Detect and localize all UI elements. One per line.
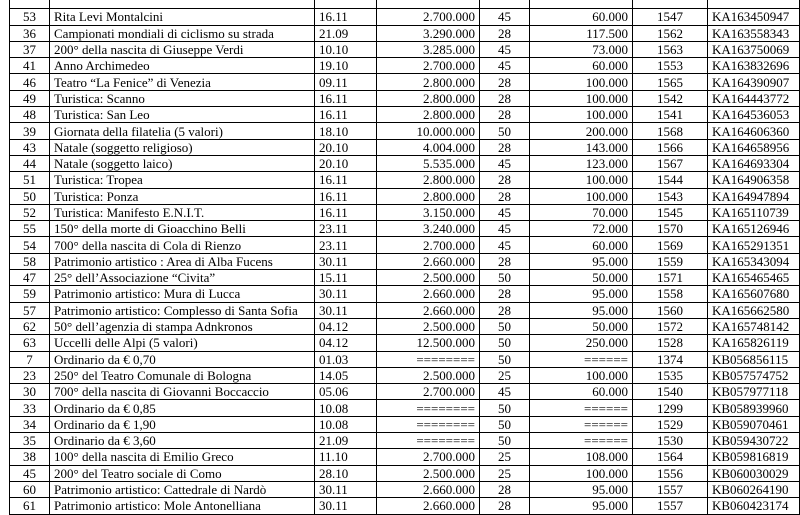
table-row xyxy=(10,172,800,188)
cell-number: 45 xyxy=(10,465,50,481)
cell-title: 700° della nascita di Giovanni Boccaccio xyxy=(50,384,315,400)
cell-price: 95.000 xyxy=(530,253,633,269)
cell-serial: KA165662580 xyxy=(708,302,800,318)
cell-serial: KA165110739 xyxy=(708,204,800,220)
cell-number: 44 xyxy=(10,155,50,171)
cell-code: 1564 xyxy=(633,449,708,465)
cell-value: 45 xyxy=(480,155,530,171)
cell-code: 1560 xyxy=(633,302,708,318)
cell-title: Giornata della filatelia (5 valori) xyxy=(50,123,315,139)
cell-title: Patrimonio artistico: Mole Antonelliana xyxy=(50,498,315,514)
cell-number: 51 xyxy=(10,172,50,188)
cell-title: Campionati mondiali di ciclismo su strada xyxy=(50,25,315,41)
table-row xyxy=(10,58,800,74)
cell-serial: KB060030029 xyxy=(708,465,800,481)
cell-price: 200.000 xyxy=(530,123,633,139)
cell-code: 1566 xyxy=(633,139,708,155)
cell-date: 30.11 xyxy=(315,286,377,302)
cell-print-run: 3.150.000 xyxy=(377,204,480,220)
cell-date: 28.10 xyxy=(315,465,377,481)
cell-serial: KB059070461 xyxy=(708,416,800,432)
cell-serial xyxy=(708,0,800,9)
cell-date: 19.10 xyxy=(315,58,377,74)
cell-date: 20.10 xyxy=(315,139,377,155)
cell-number: 33 xyxy=(10,400,50,416)
cell-serial: KB058939960 xyxy=(708,400,800,416)
cell-number: 35 xyxy=(10,433,50,449)
cell-value: 50 xyxy=(480,351,530,367)
cell-price: 95.000 xyxy=(530,302,633,318)
cell-number: 43 xyxy=(10,139,50,155)
table-row xyxy=(10,90,800,106)
cell-title: 250° del Teatro Comunale di Bologna xyxy=(50,367,315,383)
cell-title: Turistica: Tropea xyxy=(50,172,315,188)
cell-price: 60.000 xyxy=(530,58,633,74)
cell-title: 150° della morte di Gioacchino Belli xyxy=(50,221,315,237)
cell-serial: KB060264190 xyxy=(708,481,800,497)
cell-serial: KA164536053 xyxy=(708,107,800,123)
cell-title: 50° dell’agenzia di stampa Adnkronos xyxy=(50,318,315,334)
cell-value: 45 xyxy=(480,204,530,220)
cell-date: 21.09 xyxy=(315,25,377,41)
cell-code: 1567 xyxy=(633,155,708,171)
cell-number: 52 xyxy=(10,204,50,220)
cell-value: 50 xyxy=(480,400,530,416)
cell-print-run: 2.700.000 xyxy=(377,237,480,253)
cell-title: Patrimonio artistico: Mura di Lucca xyxy=(50,286,315,302)
cell-date: 16.11 xyxy=(315,107,377,123)
cell-serial: KA163558343 xyxy=(708,25,800,41)
cell-serial: KA164443772 xyxy=(708,90,800,106)
cell-title: Patrimonio artistico : Area di Alba Fucens xyxy=(50,253,315,269)
cell-title: 200° della nascita di Giuseppe Verdi xyxy=(50,41,315,57)
table-row xyxy=(10,9,800,25)
table-body xyxy=(10,0,800,514)
cell-date: 04.12 xyxy=(315,318,377,334)
cell-number: 50 xyxy=(10,188,50,204)
cell-title: Patrimonio artistico: Complesso di Santa Sofia xyxy=(50,302,315,318)
cell-code: 1563 xyxy=(633,41,708,57)
cell-print-run: ======== xyxy=(377,351,480,367)
table-row xyxy=(10,384,800,400)
table-row xyxy=(10,188,800,204)
cell-print-run: 2.700.000 xyxy=(377,449,480,465)
cell-value: 50 xyxy=(480,416,530,432)
cell-print-run: 2.500.000 xyxy=(377,318,480,334)
cell-value: 28 xyxy=(480,498,530,514)
table-row xyxy=(10,139,800,155)
cell-title: Turistica: Manifesto E.N.I.T. xyxy=(50,204,315,220)
cell-serial: KA165343094 xyxy=(708,253,800,269)
cell-date: 21.09 xyxy=(315,433,377,449)
cell-serial: KA163832696 xyxy=(708,58,800,74)
cell-serial: KB057977118 xyxy=(708,384,800,400)
cell-print-run: 2.660.000 xyxy=(377,286,480,302)
cell-print-run: 2.700.000 xyxy=(377,384,480,400)
cell-value: 28 xyxy=(480,253,530,269)
cell-value: 50 xyxy=(480,433,530,449)
cell-price: 60.000 xyxy=(530,9,633,25)
cell-date: 04.12 xyxy=(315,335,377,351)
cell-value: 50 xyxy=(480,270,530,286)
cell-number: 48 xyxy=(10,107,50,123)
cell-print-run: 2.660.000 xyxy=(377,302,480,318)
cell-value: 25 xyxy=(480,465,530,481)
cell-print-run: 3.240.000 xyxy=(377,221,480,237)
cell-price: 100.000 xyxy=(530,367,633,383)
table-row xyxy=(10,433,800,449)
cell-print-run: 2.800.000 xyxy=(377,74,480,90)
cell-print-run: 5.535.000 xyxy=(377,155,480,171)
cell-serial: KA165607680 xyxy=(708,286,800,302)
cell-print-run: 2.700.000 xyxy=(377,58,480,74)
table-row xyxy=(10,270,800,286)
cell-value: 50 xyxy=(480,123,530,139)
cell-price: 100.000 xyxy=(530,90,633,106)
cell-value: 50 xyxy=(480,318,530,334)
table-row xyxy=(10,400,800,416)
cell-date: 16.11 xyxy=(315,172,377,188)
cell-number: 55 xyxy=(10,221,50,237)
cell-price: 123.000 xyxy=(530,155,633,171)
cell-price: 250.000 xyxy=(530,335,633,351)
cell-price xyxy=(530,0,633,9)
cell-print-run: 2.800.000 xyxy=(377,90,480,106)
cell-price: 100.000 xyxy=(530,188,633,204)
cell-title: Rita Levi Montalcini xyxy=(50,9,315,25)
cell-serial: KA163750069 xyxy=(708,41,800,57)
cell-value: 28 xyxy=(480,25,530,41)
cell-price: ====== xyxy=(530,433,633,449)
cell-code: 1559 xyxy=(633,253,708,269)
cell-title xyxy=(50,0,315,9)
cell-print-run: ======== xyxy=(377,400,480,416)
cell-print-run: 3.290.000 xyxy=(377,25,480,41)
cell-title: Turistica: San Leo xyxy=(50,107,315,123)
cell-title: 200° del Teatro sociale di Como xyxy=(50,465,315,481)
cell-title: Anno Archimedeo xyxy=(50,58,315,74)
cell-number: 39 xyxy=(10,123,50,139)
table-row xyxy=(10,335,800,351)
cell-title: Teatro “La Fenice” di Venezia xyxy=(50,74,315,90)
cell-number: 23 xyxy=(10,367,50,383)
table-row xyxy=(10,351,800,367)
cell-price: 50.000 xyxy=(530,318,633,334)
cell-title: Uccelli delle Alpi (5 valori) xyxy=(50,335,315,351)
cell-code: 1558 xyxy=(633,286,708,302)
cell-number: 61 xyxy=(10,498,50,514)
cell-value: 50 xyxy=(480,335,530,351)
cell-price: 108.000 xyxy=(530,449,633,465)
cell-print-run: 2.700.000 xyxy=(377,9,480,25)
cell-date: 20.10 xyxy=(315,155,377,171)
cell-date: 11.10 xyxy=(315,449,377,465)
table-row xyxy=(10,204,800,220)
cell-serial: KA164693304 xyxy=(708,155,800,171)
cell-price: 72.000 xyxy=(530,221,633,237)
cell-code: 1553 xyxy=(633,58,708,74)
cell-price: 95.000 xyxy=(530,498,633,514)
table-row xyxy=(10,237,800,253)
cell-value: 45 xyxy=(480,237,530,253)
cell-print-run: 2.800.000 xyxy=(377,188,480,204)
cell-value: 28 xyxy=(480,481,530,497)
cell-serial: KB059430722 xyxy=(708,433,800,449)
table-row xyxy=(10,25,800,41)
cell-value: 25 xyxy=(480,367,530,383)
table-row xyxy=(10,286,800,302)
cell-print-run: 2.800.000 xyxy=(377,107,480,123)
cell-value: 45 xyxy=(480,384,530,400)
cell-serial: KB057574752 xyxy=(708,367,800,383)
table-row xyxy=(10,465,800,481)
cell-title: Patrimonio artistico: Cattedrale di Nardò xyxy=(50,481,315,497)
cell-price: 70.000 xyxy=(530,204,633,220)
cell-serial: KA164947894 xyxy=(708,188,800,204)
cell-price: 95.000 xyxy=(530,481,633,497)
cell-date: 30.11 xyxy=(315,302,377,318)
table-row xyxy=(10,416,800,432)
cell-serial: KA164390907 xyxy=(708,74,800,90)
table-row xyxy=(10,302,800,318)
cell-date: 09.11 xyxy=(315,74,377,90)
cell-value: 28 xyxy=(480,286,530,302)
cell-date: 15.11 xyxy=(315,270,377,286)
cell-print-run: 4.004.000 xyxy=(377,139,480,155)
cell-value: 28 xyxy=(480,139,530,155)
cell-print-run: 2.500.000 xyxy=(377,367,480,383)
cell-title: Natale (soggetto laico) xyxy=(50,155,315,171)
cell-serial: KA165126946 xyxy=(708,221,800,237)
cell-code: 1562 xyxy=(633,25,708,41)
table-row xyxy=(10,41,800,57)
cell-serial: KA165748142 xyxy=(708,318,800,334)
table-row xyxy=(10,498,800,514)
cell-title: 700° della nascita di Cola di Rienzo xyxy=(50,237,315,253)
table-row xyxy=(10,155,800,171)
cell-date: 18.10 xyxy=(315,123,377,139)
cell-date: 23.11 xyxy=(315,221,377,237)
cell-value: 45 xyxy=(480,41,530,57)
table-row xyxy=(10,367,800,383)
cell-date xyxy=(315,0,377,9)
cell-price: 50.000 xyxy=(530,270,633,286)
cell-code: 1540 xyxy=(633,384,708,400)
cell-print-run: 2.800.000 xyxy=(377,172,480,188)
cell-date: 16.11 xyxy=(315,9,377,25)
table-row xyxy=(10,123,800,139)
cell-title: Ordinario da € 1,90 xyxy=(50,416,315,432)
cell-date: 16.11 xyxy=(315,188,377,204)
cell-number: 63 xyxy=(10,335,50,351)
cell-number: 62 xyxy=(10,318,50,334)
table-row xyxy=(10,449,800,465)
cell-title: 25° dell’Associazione “Civita” xyxy=(50,270,315,286)
cell-price: 100.000 xyxy=(530,74,633,90)
cell-value: 45 xyxy=(480,221,530,237)
cell-code: 1568 xyxy=(633,123,708,139)
cell-code xyxy=(633,0,708,9)
cell-print-run: 10.000.000 xyxy=(377,123,480,139)
cell-code: 1547 xyxy=(633,9,708,25)
cell-code: 1529 xyxy=(633,416,708,432)
table-row xyxy=(10,481,800,497)
cell-number: 58 xyxy=(10,253,50,269)
table-row xyxy=(10,107,800,123)
cell-date: 30.11 xyxy=(315,481,377,497)
cell-price: 100.000 xyxy=(530,107,633,123)
cell-value xyxy=(480,0,530,9)
cell-price: 100.000 xyxy=(530,465,633,481)
cell-print-run: 12.500.000 xyxy=(377,335,480,351)
table-row xyxy=(10,74,800,90)
table-row xyxy=(10,0,800,9)
cell-number xyxy=(10,0,50,9)
cell-code: 1565 xyxy=(633,74,708,90)
cell-number: 38 xyxy=(10,449,50,465)
cell-value: 28 xyxy=(480,107,530,123)
cell-serial: KA165291351 xyxy=(708,237,800,253)
cell-code: 1535 xyxy=(633,367,708,383)
cell-number: 7 xyxy=(10,351,50,367)
cell-number: 47 xyxy=(10,270,50,286)
cell-value: 28 xyxy=(480,74,530,90)
cell-serial: KA165826119 xyxy=(708,335,800,351)
table-row xyxy=(10,253,800,269)
cell-serial: KB059816819 xyxy=(708,449,800,465)
cell-date: 16.11 xyxy=(315,90,377,106)
cell-date: 10.08 xyxy=(315,416,377,432)
cell-code: 1569 xyxy=(633,237,708,253)
cell-date: 05.06 xyxy=(315,384,377,400)
cell-date: 10.10 xyxy=(315,41,377,57)
cell-value: 28 xyxy=(480,172,530,188)
cell-value: 28 xyxy=(480,90,530,106)
cell-number: 60 xyxy=(10,481,50,497)
cell-print-run: 2.660.000 xyxy=(377,253,480,269)
cell-code: 1570 xyxy=(633,221,708,237)
cell-print-run: 2.500.000 xyxy=(377,270,480,286)
cell-price: ====== xyxy=(530,400,633,416)
cell-title: Ordinario da € 3,60 xyxy=(50,433,315,449)
cell-number: 46 xyxy=(10,74,50,90)
cell-title: Ordinario da € 0,85 xyxy=(50,400,315,416)
cell-number: 53 xyxy=(10,9,50,25)
cell-value: 28 xyxy=(480,302,530,318)
cell-code: 1541 xyxy=(633,107,708,123)
cell-code: 1556 xyxy=(633,465,708,481)
cell-title: Turistica: Scanno xyxy=(50,90,315,106)
cell-date: 16.11 xyxy=(315,204,377,220)
cell-price: ====== xyxy=(530,351,633,367)
cell-price: 73.000 xyxy=(530,41,633,57)
cell-number: 57 xyxy=(10,302,50,318)
cell-price: 143.000 xyxy=(530,139,633,155)
cell-value: 45 xyxy=(480,58,530,74)
cell-number: 34 xyxy=(10,416,50,432)
cell-serial: KA165465465 xyxy=(708,270,800,286)
cell-price: 60.000 xyxy=(530,237,633,253)
cell-code: 1571 xyxy=(633,270,708,286)
cell-code: 1542 xyxy=(633,90,708,106)
cell-print-run: 2.660.000 xyxy=(377,498,480,514)
cell-serial: KA164658956 xyxy=(708,139,800,155)
cell-title: 100° della nascita di Emilio Greco xyxy=(50,449,315,465)
cell-code: 1543 xyxy=(633,188,708,204)
cell-number: 37 xyxy=(10,41,50,57)
cell-print-run xyxy=(377,0,480,9)
cell-code: 1299 xyxy=(633,400,708,416)
cell-print-run: ======== xyxy=(377,433,480,449)
cell-serial: KB060423174 xyxy=(708,498,800,514)
table-row xyxy=(10,221,800,237)
cell-date: 23.11 xyxy=(315,237,377,253)
cell-serial: KA164906358 xyxy=(708,172,800,188)
cell-title: Ordinario da € 0,70 xyxy=(50,351,315,367)
cell-number: 54 xyxy=(10,237,50,253)
cell-value: 28 xyxy=(480,188,530,204)
cell-code: 1544 xyxy=(633,172,708,188)
cell-code: 1528 xyxy=(633,335,708,351)
cell-code: 1545 xyxy=(633,204,708,220)
cell-print-run: 2.660.000 xyxy=(377,481,480,497)
cell-price: 60.000 xyxy=(530,384,633,400)
cell-serial: KA164606360 xyxy=(708,123,800,139)
cell-price: 95.000 xyxy=(530,286,633,302)
cell-date: 10.08 xyxy=(315,400,377,416)
cell-code: 1374 xyxy=(633,351,708,367)
cell-print-run: 2.500.000 xyxy=(377,465,480,481)
stamp-issues-table xyxy=(9,0,800,515)
cell-title: Turistica: Ponza xyxy=(50,188,315,204)
cell-print-run: ======== xyxy=(377,416,480,432)
cell-price: 117.500 xyxy=(530,25,633,41)
cell-code: 1572 xyxy=(633,318,708,334)
cell-price: 100.000 xyxy=(530,172,633,188)
cell-date: 30.11 xyxy=(315,253,377,269)
cell-date: 01.03 xyxy=(315,351,377,367)
cell-value: 25 xyxy=(480,449,530,465)
cell-print-run: 3.285.000 xyxy=(377,41,480,57)
cell-value: 45 xyxy=(480,9,530,25)
cell-number: 49 xyxy=(10,90,50,106)
cell-price: ====== xyxy=(530,416,633,432)
cell-date: 30.11 xyxy=(315,498,377,514)
cell-date: 14.05 xyxy=(315,367,377,383)
cell-number: 41 xyxy=(10,58,50,74)
cell-code: 1557 xyxy=(633,498,708,514)
cell-code: 1557 xyxy=(633,481,708,497)
cell-number: 36 xyxy=(10,25,50,41)
cell-code: 1530 xyxy=(633,433,708,449)
cell-serial: KB056856115 xyxy=(708,351,800,367)
cell-number: 59 xyxy=(10,286,50,302)
cell-serial: KA163450947 xyxy=(708,9,800,25)
table-row xyxy=(10,318,800,334)
cell-title: Natale (soggetto religioso) xyxy=(50,139,315,155)
cell-number: 30 xyxy=(10,384,50,400)
